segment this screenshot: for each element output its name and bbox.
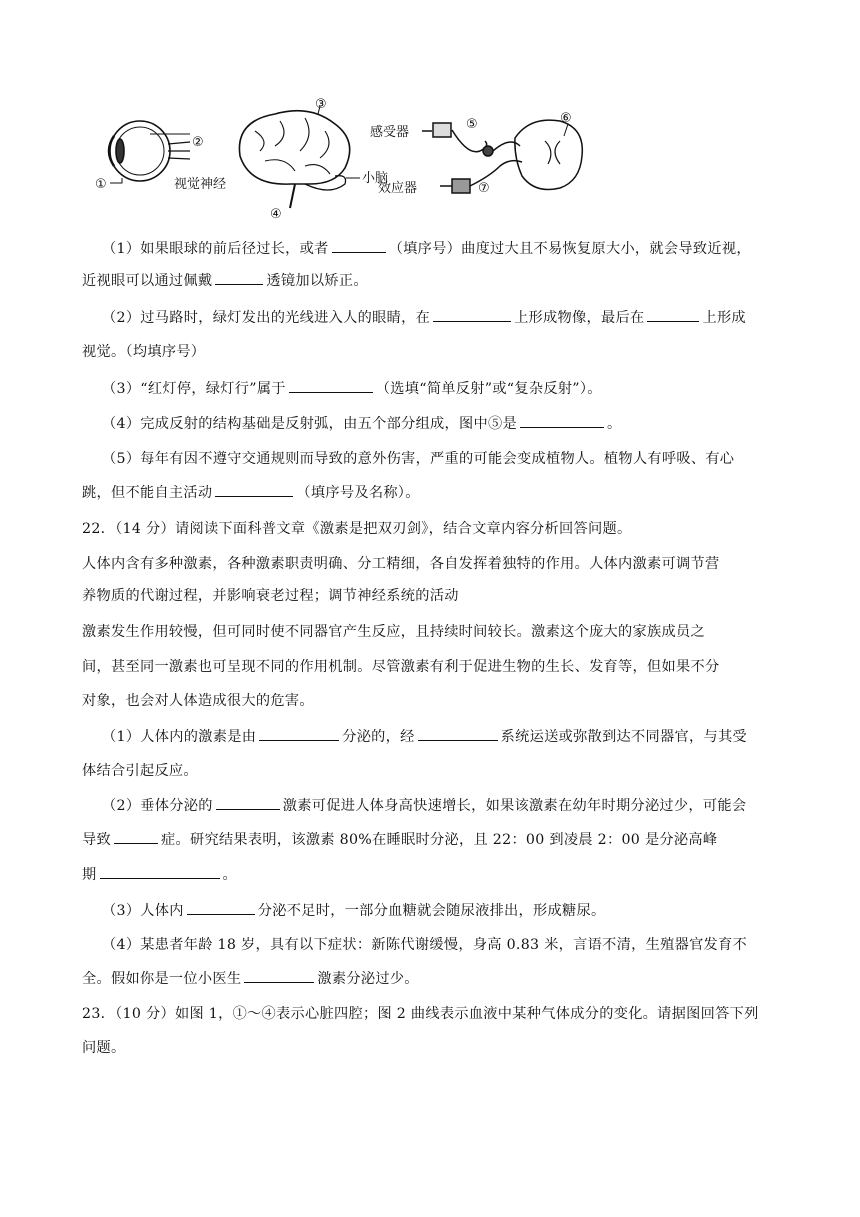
answer-blank[interactable] [289,378,373,393]
answer-blank[interactable] [647,307,699,322]
answer-blank[interactable] [114,829,158,844]
answer-blank[interactable] [259,726,339,741]
q22-article-line3: 激素发生作用较慢，但可同时使不同器官产生反应，且持续时间较长。激素这个庞大的家族成员之 [82,624,705,640]
q21-item1-line2: 近视眼可以通过佩戴 透镜加以矫正。 [82,270,368,290]
answer-blank[interactable] [216,795,280,810]
answer-blank[interactable] [215,270,263,285]
label-6: ⑥ [560,111,572,126]
label-cerebellum: 小脑 [362,171,389,186]
figure-eye-brain-reflex [90,96,810,226]
brain-illustration [239,106,360,208]
q21-item2-line2: 视觉。（均填序号） [82,344,206,360]
label-7: ⑦ [478,181,490,196]
q22-article-line2: 养物质的代谢过程，并影响衰老过程；调节神经系统的活动 [82,588,459,604]
q22-article-line5: 对象，也会对人体造成很大的危害。 [82,693,314,709]
label-5: ⑤ [466,117,478,132]
answer-blank[interactable] [433,307,511,322]
q23-line2: 问题。 [82,1040,126,1056]
answer-blank[interactable] [332,238,386,253]
label-1: ① [95,177,107,192]
answer-blank[interactable] [187,900,255,915]
answer-blank[interactable] [244,968,314,983]
q22-item3: （3）人体内 分泌不足时，一部分血糖就会随尿液排出，形成糖尿。 [102,900,605,920]
q22-article-line1: 人体内含有多种激素，各种激素职责明确、分工精细，各自发挥着独特的作用。人体内激素可调节营 [82,556,720,572]
q21-item1-line1: （1）如果眼球的前后径过长，或者 （填序号）曲度过大且不易恢复原大小，就会导致近视， [102,238,751,258]
label-receptor: 感受器 [370,125,410,140]
q22-item1-line1: （1）人体内的激素是由 分泌的，经 系统运送或弥散到达不同器官，与其受 [102,726,747,746]
answer-blank[interactable] [418,726,498,741]
label-3: ③ [315,97,327,112]
answer-blank[interactable] [215,482,293,497]
q21-item2-line1: （2）过马路时，绿灯发出的光线进入人的眼睛，在 上形成物像，最后在 上形成 [102,307,746,327]
q21-item3: （3）“红灯停，绿灯行”属于 （选填“简单反射”或“复杂反射”）。 [102,378,602,398]
reflex-arc-illustration [422,120,582,193]
answer-blank[interactable] [520,413,604,428]
q21-item4: （4）完成反射的结构基础是反射弧，由五个部分组成，图中⑤是 。 [102,413,621,433]
label-optic-nerve: 视觉神经 [174,177,227,192]
q22-item2-line2: 导致 症。研究结果表明，该激素 80%在睡眠时分泌，且 22：00 到凌晨 2：00 是分泌高峰 [82,829,717,849]
q22-item4-line1: （4）某患者年龄 18 岁，具有以下症状：新陈代谢缓慢，身高 0.83 米，言语不清，生殖器官发育不 [102,937,748,953]
q22-heading: 22．（14 分）请阅读下面科普文章《激素是把双刃剑》，结合文章内容分析回答问题。 [82,521,632,537]
q21-item5-line2: 跳，但不能自主活动 （填序号及名称）。 [82,482,420,502]
q21-item5-line1: （5）每年有因不遵守交通规则而导致的意外伤害，严重的可能会变成植物人。植物人有呼吸、有心 [102,451,735,467]
label-2: ② [192,135,204,150]
eyeball-illustration [109,121,190,183]
q22-item2-line1: （2）垂体分泌的 激素可促进人体身高快速增长，如果该激素在幼年时期分泌过少，可能会 [102,795,746,815]
label-4: ④ [270,207,282,222]
label-effector: 效应器 [378,181,418,196]
q22-item1-line2: 体结合引起反应。 [82,763,198,779]
q22-article-line4: 间，甚至同一激素也可呈现不同的作用机制。尽管激素有利于促进生物的生长、发育等，但如果不分 [82,659,720,675]
q22-item2-line3: 期 。 [82,864,237,884]
answer-blank[interactable] [100,864,220,879]
q22-item4-line2: 全。假如你是一位小医生 激素分泌过少。 [82,968,419,988]
q23-line1: 23．（10 分）如图 1，①～④表示心脏四腔；图 2 曲线表示血液中某种气体成分的变化。请据图回答下列 [82,1006,759,1022]
